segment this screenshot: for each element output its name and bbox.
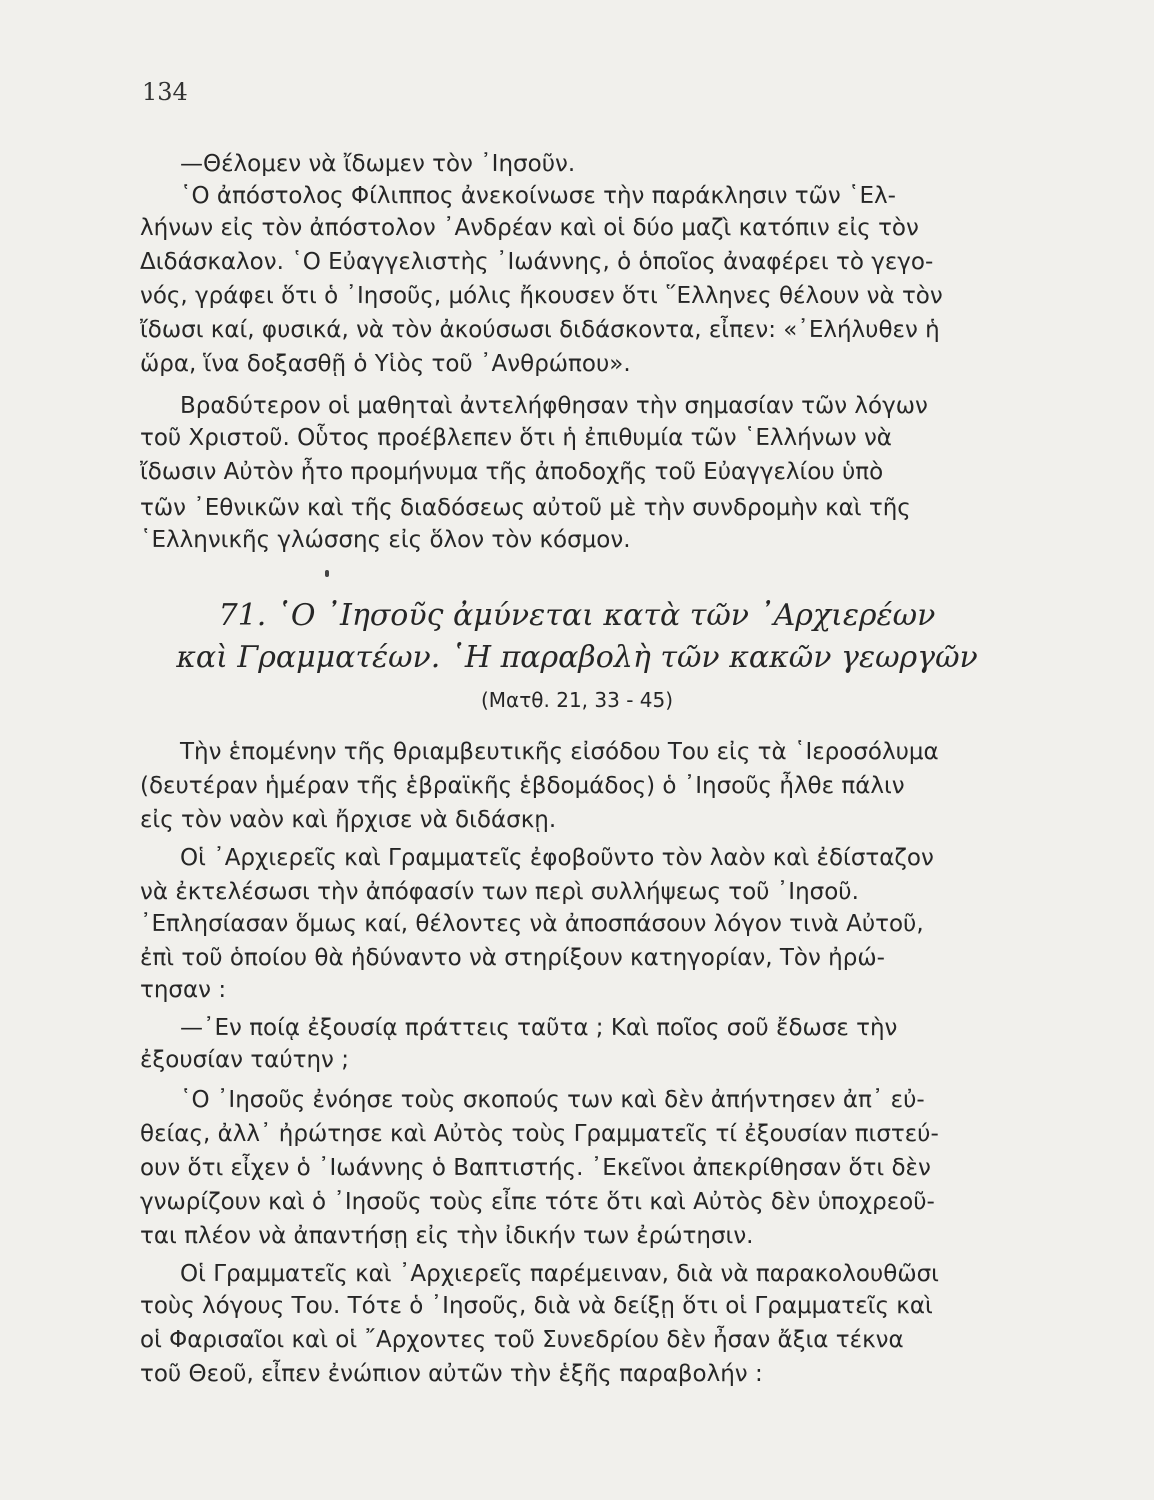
text-line: οἱ Φαρισαῖοι καὶ οἱ ῎Αρχοντες τοῦ Συνεδρίου δὲν ἦσαν ἄξια τέκνα <box>140 1327 904 1353</box>
text-line: ᾽Επλησίασαν ὅμως καί, θέλοντες νὰ ἀποσπάσουν λόγον τινὰ Αὐτοῦ, <box>140 911 924 937</box>
text-line: ἐξουσίαν ταύτην ; <box>140 1047 349 1073</box>
text-line: νός, γράφει ὅτι ὁ ᾽Ιησοῦς, μόλις ἤκουσεν ὅτι ῞Ελληνες θέλουν νὰ τὸν <box>140 283 943 309</box>
text-line: ἴδωσιν Αὐτὸν ἦτο προμήνυμα τῆς ἀποδοχῆς τοῦ Εὐαγγελίου ὑπὸ <box>140 459 884 485</box>
section-heading: καὶ Γραμματέων. ῾Η παραβολὴ τῶν κακῶν γεωργῶν <box>176 640 978 675</box>
text-line: ὥρα, ἵνα δοξασθῇ ὁ Υἱὸς τοῦ ᾽Ανθρώπου». <box>140 351 631 377</box>
text-line: γνωρίζουν καὶ ὁ ᾽Ιησοῦς τοὺς εἶπε τότε ὅτι καὶ Αὐτὸς δὲν ὑποχρεοῦ- <box>140 1189 935 1215</box>
text-line: ῾Ο ἀπόστολος Φίλιππος ἀνεκοίνωσε τὴν παράκλησιν τῶν ῾Ελ- <box>180 183 896 209</box>
text-line: ἴδωσι καί, φυσικά, νὰ τὸν ἀκούσωσι διδάσκοντα, εἶπεν: «᾽Ελήλυθεν ἡ <box>140 317 940 343</box>
text-line: ῾Ο ᾽Ιησοῦς ἐνόησε τοὺς σκοπούς των καὶ δὲν ἀπήντησεν ἀπ᾽ εὐ- <box>180 1087 925 1113</box>
text-line: τοὺς λόγους Του. Τότε ὁ ᾽Ιησοῦς, διὰ νὰ δείξῃ ὅτι οἱ Γραμματεῖς καὶ <box>140 1293 933 1319</box>
text-line: Οἱ ᾽Αρχιερεῖς καὶ Γραμματεῖς ἐφοβοῦντο τὸν λαὸν καὶ ἐδίσταζον <box>180 845 934 871</box>
text-line: τοῦ Χριστοῦ. Οὗτος προέβλεπεν ὅτι ἡ ἐπιθυμία τῶν ῾Ελλήνων νὰ <box>140 425 892 451</box>
page-number: 134 <box>142 78 188 106</box>
text-line: Διδάσκαλον. ῾Ο Εὐαγγελιστὴς ᾽Ιωάννης, ὁ ὁποῖος ἀναφέρει τὸ γεγο- <box>140 249 934 275</box>
ink-mark <box>325 570 329 577</box>
text-line: Οἱ Γραμματεῖς καὶ ᾽Αρχιερεῖς παρέμειναν, διὰ νὰ παρακολουθῶσι <box>180 1261 939 1287</box>
text-line: —᾽Εν ποίᾳ ἐξουσίᾳ πράττεις ταῦτα ; Καὶ ποῖος σοῦ ἔδωσε τὴν <box>180 1015 898 1041</box>
text-line: ῾Ελληνικῆς γλώσσης εἰς ὅλον τὸν κόσμον. <box>140 527 631 553</box>
text-line: τῶν ᾽Εθνικῶν καὶ τῆς διαδόσεως αὐτοῦ μὲ τὴν συνδρομὴν καὶ τῆς <box>140 495 911 521</box>
section-heading: 71. ῾Ο ᾽Ιησοῦς ἀμύνεται κατὰ τῶν ᾽Αρχιερέων <box>218 598 936 633</box>
text-line: τησαν : <box>140 977 227 1003</box>
text-line: —Θέλομεν νὰ ἴδωμεν τὸν ᾽Ιησοῦν. <box>180 151 576 177</box>
text-line: νὰ ἐκτελέσωσι τὴν ἀπόφασίν των περὶ συλλήψεως τοῦ ᾽Ιησοῦ. <box>140 879 859 905</box>
text-line: ουν ὅτι εἶχεν ὁ ᾽Ιωάννης ὁ Βαπτιστής. ᾽Εκεῖνοι ἀπεκρίθησαν ὅτι δὲν <box>140 1155 931 1181</box>
text-line: (δευτέραν ἡμέραν τῆς ἑβραϊκῆς ἑβδομάδος) ὁ ᾽Ιησοῦς ἦλθε πάλιν <box>140 773 905 799</box>
text-line: θείας, ἀλλ᾽ ἠρώτησε καὶ Αὐτὸς τοὺς Γραμματεῖς τί ἐξουσίαν πιστεύ- <box>140 1121 939 1147</box>
text-line: Βραδύτερον οἱ μαθηταὶ ἀντελήφθησαν τὴν σημασίαν τῶν λόγων <box>180 393 928 419</box>
text-line: ἐπὶ τοῦ ὁποίου θὰ ἠδύναντο νὰ στηρίξουν κατηγορίαν, Τὸν ἠρώ- <box>140 945 885 971</box>
text-line: Τὴν ἑπομένην τῆς θριαμβευτικῆς εἰσόδου Του εἰς τὰ ῾Ιεροσόλυμα <box>180 739 939 765</box>
text-line: λήνων εἰς τὸν ἀπόστολον ᾽Ανδρέαν καὶ οἱ δύο μαζὶ κατόπιν εἰς τὸν <box>140 215 919 241</box>
section-reference: (Ματθ. 21, 33 - 45) <box>480 688 674 712</box>
text-line: εἰς τὸν ναὸν καὶ ἤρχισε νὰ διδάσκῃ. <box>140 807 557 833</box>
text-line: ται πλέον νὰ ἀπαντήσῃ εἰς τὴν ἰδικήν των ἐρώτησιν. <box>140 1223 754 1249</box>
text-line: τοῦ Θεοῦ, εἶπεν ἐνώπιον αὐτῶν τὴν ἑξῆς παραβολήν : <box>140 1361 763 1387</box>
